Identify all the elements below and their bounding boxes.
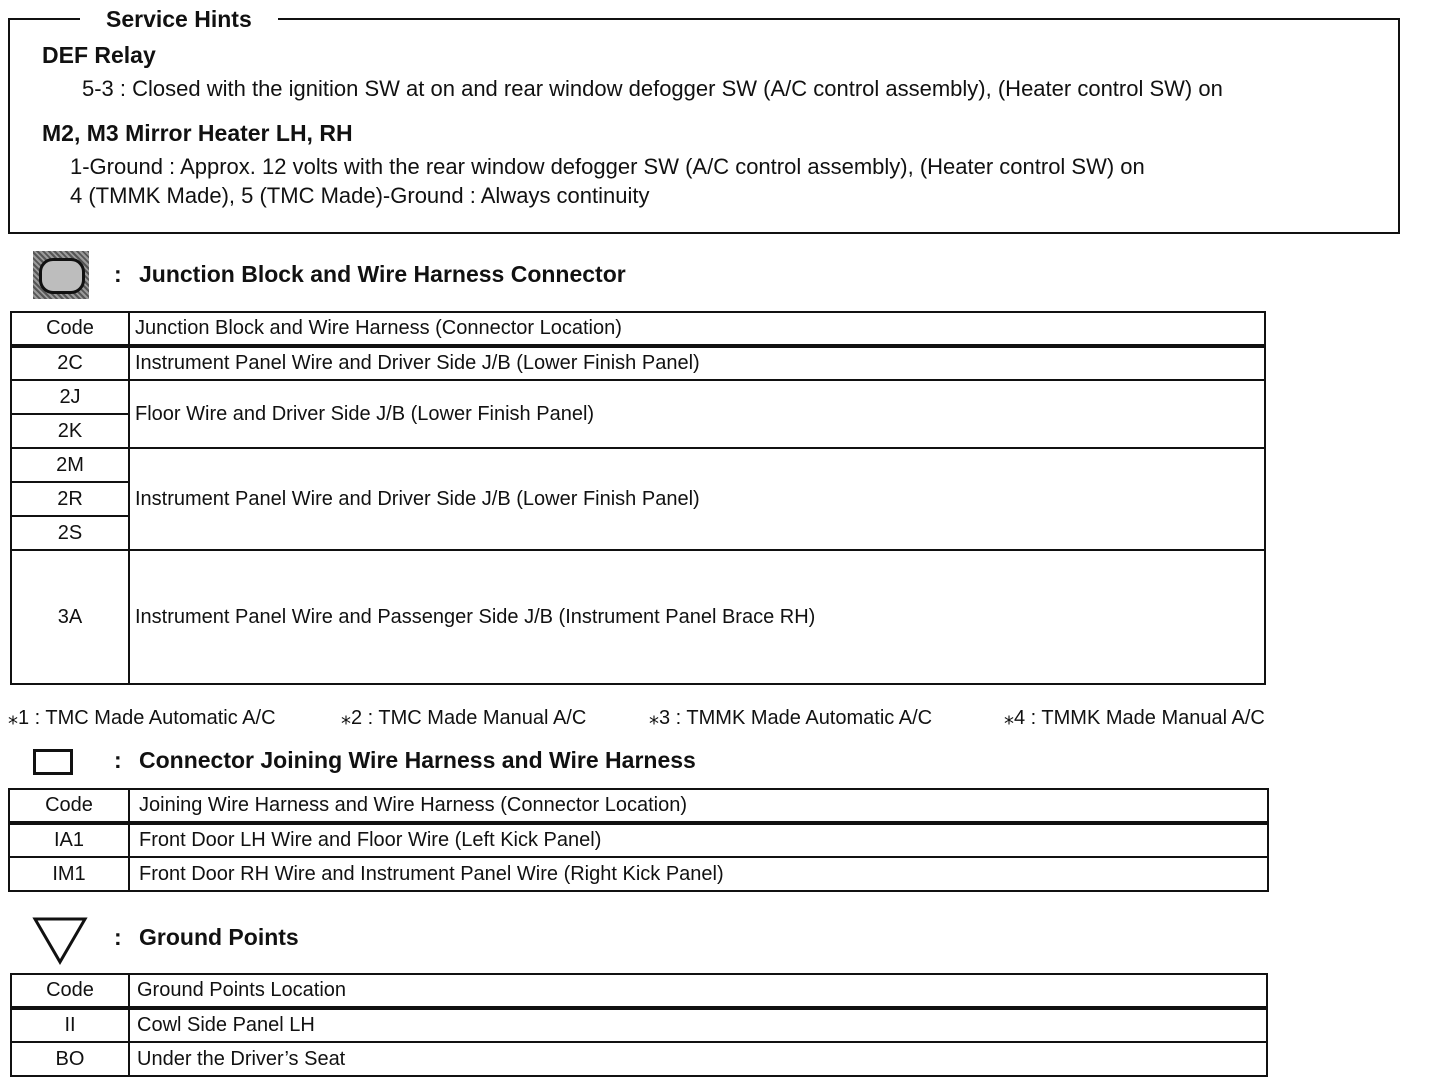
connector-box-icon: [33, 749, 73, 775]
row-code: 2S: [11, 516, 129, 550]
footnote-2: ⁎2 : TMC Made Manual A/C: [341, 707, 587, 729]
junction-block-table: [10, 311, 1266, 685]
row-code: 2M: [11, 448, 129, 482]
table-header-row: [11, 974, 1267, 1008]
header-desc: Joining Wire Harness and Wire Harness (Connector Location): [129, 789, 1268, 823]
mirror-heater-hint-2: 4 (TMMK Made), 5 (TMC Made)-Ground : Always continuity: [70, 183, 650, 208]
row-desc: Cowl Side Panel LH: [129, 1008, 1267, 1042]
connector-joining-colon: :: [114, 747, 122, 773]
ground-points-table: [10, 973, 1268, 1077]
def-relay-hint: 5-3 : Closed with the ignition SW at on and rear window defogger SW (A/C control assembly), (Heater control SW) on: [82, 76, 1223, 101]
table-row: [9, 823, 1268, 857]
table-row: [11, 1008, 1267, 1042]
header-desc: Ground Points Location: [129, 974, 1267, 1008]
row-code: 2J: [11, 380, 129, 414]
table-header-row: [9, 789, 1268, 823]
header-code: Code: [9, 789, 129, 823]
row-code: 2R: [11, 482, 129, 516]
row-code: IM1: [9, 857, 129, 891]
table-row: [11, 346, 1265, 380]
table-header-row: [11, 312, 1265, 346]
row-desc: Front Door LH Wire and Floor Wire (Left Kick Panel): [129, 823, 1268, 857]
mirror-heater-hint-1: 1-Ground : Approx. 12 volts with the rear window defogger SW (A/C control assembly), (Heater control SW) on: [70, 154, 1145, 179]
row-code: II: [11, 1008, 129, 1042]
footnote-4: ⁎4 : TMMK Made Manual A/C: [1004, 707, 1265, 729]
row-desc: Instrument Panel Wire and Driver Side J/B (Lower Finish Panel): [129, 346, 1265, 380]
junction-block-colon: :: [114, 261, 122, 287]
header-code: Code: [11, 312, 129, 346]
connector-joining-table: [8, 788, 1269, 892]
row-code: 2K: [11, 414, 129, 448]
header-desc: Junction Block and Wire Harness (Connector Location): [129, 312, 1265, 346]
def-relay-heading: DEF Relay: [42, 42, 156, 68]
row-desc: Floor Wire and Driver Side J/B (Lower Finish Panel): [129, 380, 1265, 448]
row-code: BO: [11, 1042, 129, 1076]
row-desc: Instrument Panel Wire and Driver Side J/B (Lower Finish Panel): [129, 448, 1265, 550]
row-desc: Under the Driver’s Seat: [129, 1042, 1267, 1076]
table-row: [11, 1042, 1267, 1076]
junction-block-title: Junction Block and Wire Harness Connector: [139, 261, 626, 287]
footnote-3: ⁎3 : TMMK Made Automatic A/C: [649, 707, 933, 729]
row-desc: Instrument Panel Wire and Passenger Side J/B (Instrument Panel Brace RH): [129, 550, 1265, 684]
footnote-1: ⁎1 : TMC Made Automatic A/C: [8, 707, 276, 729]
junction-block-icon: [33, 251, 89, 299]
row-code: IA1: [9, 823, 129, 857]
row-code: 2C: [11, 346, 129, 380]
ground-points-colon: :: [114, 924, 122, 950]
table-row: [11, 550, 1265, 684]
table-row: [11, 380, 1265, 414]
ground-triangle-icon: [32, 916, 88, 966]
table-row: [9, 857, 1268, 891]
service-hints-title: Service Hints: [80, 6, 278, 32]
table-row: [11, 448, 1265, 482]
row-desc: Front Door RH Wire and Instrument Panel Wire (Right Kick Panel): [129, 857, 1268, 891]
connector-joining-title: Connector Joining Wire Harness and Wire Harness: [139, 747, 696, 773]
ground-points-title: Ground Points: [139, 924, 299, 950]
mirror-heater-heading: M2, M3 Mirror Heater LH, RH: [42, 120, 353, 146]
row-code: 3A: [11, 550, 129, 684]
service-hints-box: [8, 6, 1400, 234]
header-code: Code: [11, 974, 129, 1008]
